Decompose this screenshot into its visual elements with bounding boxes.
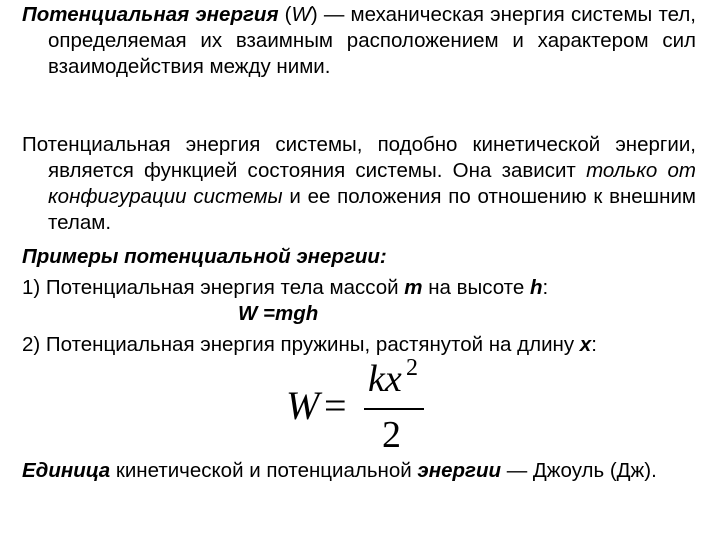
example-2-length: x — [579, 333, 592, 356]
example-1-height: h — [529, 276, 543, 299]
example-1-end: : — [542, 276, 549, 299]
formula-equals: = — [324, 383, 347, 428]
definition-paragraph — [22, 2, 696, 80]
formula-numerator: kx — [368, 358, 402, 400]
gravity-potential-formula: W =mgh — [238, 302, 319, 325]
fraction-bar — [364, 408, 424, 410]
state-function-text-1: Потенциальная энергия системы, подобно кинетической энергии, является функцией состояния системы. Она зависит — [22, 133, 696, 182]
formula-lhs: W — [286, 383, 320, 428]
formula-exponent: 2 — [406, 355, 418, 381]
unit-term-1: Единица — [22, 459, 111, 482]
example-2-text: 2) Потенциальная энергия пружины, растянутой на длину — [22, 333, 580, 356]
example-2-end: : — [591, 333, 597, 356]
example-1-mass: m — [404, 276, 423, 299]
examples-heading — [22, 244, 696, 270]
example-2-paragraph — [22, 332, 696, 358]
example-1-middle: на высоте — [422, 276, 530, 299]
example-1-text: 1) Потенциальная энергия тела массой — [22, 276, 405, 299]
state-function-text-2: и ее положения по отношению к внешним телам. — [48, 185, 696, 234]
definition-term: Потенциальная энергия — [22, 3, 279, 26]
unit-middle: кинетической и потенциальной — [110, 459, 418, 482]
state-function-paragraph — [22, 132, 696, 236]
definition-text: ) — механическая энергия системы тел, определяемая их взаимным расположением и характером сил взаимодействия между ними. — [48, 3, 696, 78]
spring-potential-formula — [286, 355, 426, 460]
example-1-paragraph — [22, 275, 696, 301]
definition-symbol: W — [291, 3, 311, 26]
examples-heading-text: Примеры потенциальной энергии: — [22, 245, 387, 268]
state-function-emphasis: только от конфигурации системы — [48, 159, 696, 208]
unit-term-2: энергии — [417, 459, 502, 482]
unit-end: — Джоуль (Дж). — [501, 459, 657, 482]
definition-symbol-open: ( — [278, 3, 292, 26]
unit-paragraph — [22, 458, 696, 484]
formula-denominator: 2 — [382, 414, 401, 456]
